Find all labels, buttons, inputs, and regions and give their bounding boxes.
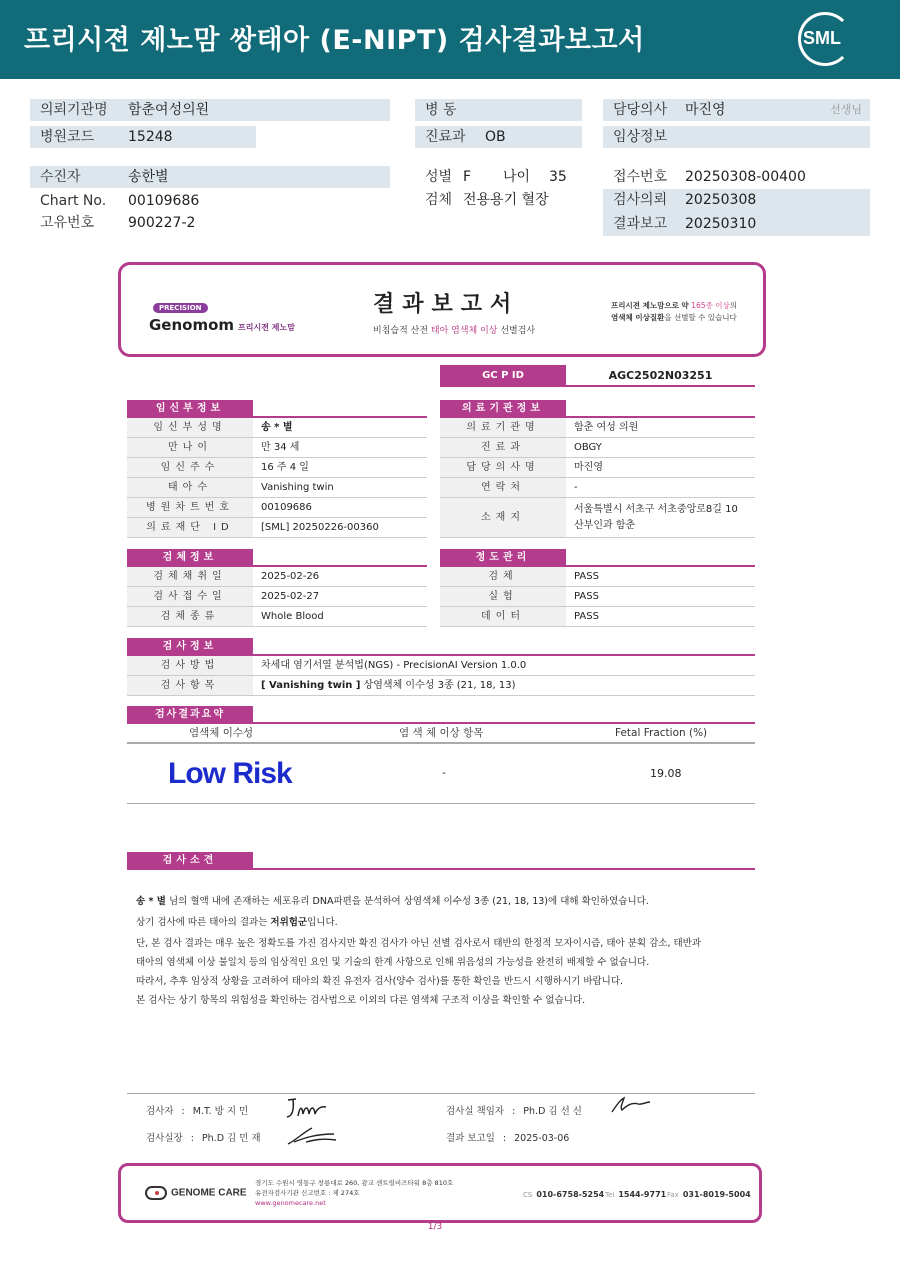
genomecare-mark-icon: [145, 1186, 167, 1200]
footer-cs: [523, 1190, 604, 1199]
report-note: [611, 300, 737, 324]
row-value: 마진영: [574, 462, 603, 473]
responsible-signature-icon: [610, 1096, 652, 1116]
field-hospital-code: [30, 126, 256, 148]
row-value: 2025-02-26: [261, 571, 320, 582]
row-value: 송 * 별: [261, 422, 293, 433]
row-value: 차세대 염기서열 분석법(NGS) - PrecisionAI Version 1.0.0: [261, 660, 527, 671]
footer-tel: [605, 1190, 666, 1199]
tester-signature-icon: [284, 1096, 330, 1122]
signature-report-date: 결과 보고일 : 2025-03-06: [446, 1133, 570, 1144]
field-chart-no: [30, 190, 390, 212]
row-value: 만 34 세: [261, 442, 300, 453]
row-key: 의료기관명: [440, 418, 566, 437]
field-label: 담당의사: [613, 102, 668, 118]
website-link[interactable]: www.genomecare.net: [255, 1199, 326, 1207]
row-value: -: [574, 482, 578, 493]
field-institution: [30, 99, 390, 121]
gcp-id-label: GC P ID: [440, 365, 566, 387]
subtitle-highlight: 태아 염색체 이상: [430, 326, 498, 336]
table-row-address: [440, 498, 755, 538]
section-opinion-heading: 검사소견: [127, 852, 253, 869]
field-clinical-info: [603, 126, 870, 148]
brand-name: Genomom: [149, 316, 235, 334]
field-department: [415, 126, 582, 148]
note-post: 의: [729, 301, 737, 310]
page-number: 1/3: [427, 1222, 443, 1232]
section-institution-heading: 의료기관정보: [440, 400, 566, 417]
opinion-p3-line2: 태아의 염색체 이상 불일치 등의 임상적인 요인 및 기술의 한계 사항으로 인해 위음성의 가능성을 완전히 배제할 수 없습니다.: [136, 957, 650, 968]
row-key: 연락처: [440, 478, 566, 497]
opinion-p2-pre: 상기 검사에 따른 태아의 결과는: [136, 917, 271, 928]
row-key: 진료과: [440, 438, 566, 457]
logo-text: SML: [803, 28, 841, 48]
address-line: 경기도 수원시 영통구 창룡대로 260, 광교 센트럴비즈타워 8층 810호: [255, 1179, 454, 1187]
opinion-text: [136, 892, 756, 1010]
row-key: 검체종류: [127, 607, 253, 626]
field-suffix: 선생님: [830, 103, 862, 116]
report-title: 결과보고서: [373, 292, 520, 317]
field-value: OB: [485, 129, 506, 145]
section-qc-heading: 정도관리: [440, 549, 566, 566]
address-value: [574, 502, 738, 534]
sml-logo: [798, 12, 852, 66]
report-header-frame: [118, 262, 766, 357]
row-key: 병원차트번호: [127, 498, 253, 517]
note-pre: 프리시젼 제노맘으로 약: [611, 301, 692, 310]
table-row: [440, 418, 755, 438]
signature-divider: [127, 1093, 755, 1094]
opinion-p1: 님의 혈액 내에 존재하는 세포유리 DNA파편을 분석하여 상염색체 이수성 3종 (21, 18, 13)에 대해 확인하였습니다.: [165, 896, 649, 907]
note-highlight: 165종 이상: [691, 301, 730, 310]
table-row: [440, 478, 755, 498]
gcp-id-value: AGC2502N03251: [608, 369, 713, 382]
report-subtitle: [373, 323, 535, 336]
row-key: 임신부성명: [127, 418, 253, 437]
request-date-label: 검사의뢰: [613, 192, 668, 208]
request-date-value: 20250308: [685, 192, 757, 208]
signature-responsible: 검사실 책임자 : Ph.D 김 선 신: [446, 1106, 582, 1117]
row-key: 데이터: [440, 607, 566, 626]
footer-frame: [118, 1163, 762, 1223]
summary-divider: [127, 803, 755, 804]
address-line1: 서울특별시 서초구 서초중앙로8길 10: [574, 504, 738, 515]
row-key: 실험: [440, 587, 566, 606]
summary-fetal-fraction-value: 19.08: [650, 767, 682, 780]
row-value: [261, 676, 515, 696]
row-key: 임신주수: [127, 458, 253, 477]
field-value: 20250308-00400: [685, 169, 806, 185]
opinion-p3-line1: 단, 본 검사 결과는 매우 높은 정확도를 가진 검사지만 확진 검사가 아닌 선별 검사로서 태반의 한정적 모자이시즘, 태아 분획 감소, 태반과: [136, 938, 702, 949]
field-label: 수진자: [40, 169, 81, 185]
row-key: 검체: [440, 567, 566, 586]
result-low-risk: Low Risk: [168, 757, 292, 790]
row-value: Whole Blood: [261, 611, 324, 622]
opinion-patient-name: 송 * 별: [136, 896, 166, 907]
table-row: [127, 656, 755, 676]
fax-label: Fax: [667, 1191, 679, 1199]
sig-label: 검사실 책임자: [446, 1106, 505, 1117]
opinion-p2-post: 입니다.: [307, 917, 338, 928]
row-value: [SML] 20250226-00360: [261, 522, 379, 533]
signature-director: 검사실장 : Ph.D 김 민 재: [146, 1133, 261, 1144]
row-value: PASS: [574, 591, 599, 602]
row-key: 의료재단 ID: [127, 518, 253, 537]
row-key: 검사접수일: [127, 587, 253, 606]
precision-badge: PRECISION: [153, 303, 208, 313]
genomom-logo: [149, 295, 295, 334]
section-pregnancy-heading: 임신부정보: [127, 400, 253, 417]
field-value: 함춘여성의원: [128, 102, 210, 118]
table-row: [440, 438, 755, 458]
field-label: 임상정보: [613, 129, 668, 145]
field-label: 접수번호: [613, 169, 668, 185]
tel-value: 1544-9771: [618, 1190, 667, 1199]
field-label: 검체: [425, 192, 453, 208]
row-key: 검사방법: [127, 656, 253, 675]
section-summary-heading: 검사결과요약: [127, 706, 253, 723]
field-value: 900227-2: [128, 215, 196, 231]
director-signature-icon: [286, 1124, 340, 1148]
table-row: [127, 607, 427, 627]
table-row: [440, 587, 755, 607]
page-title: 프리시젼 제노맘 쌍태아 (E-NIPT) 검사결과보고서: [24, 25, 645, 56]
row-value: Vanishing twin: [261, 482, 334, 493]
report-date-value: 20250310: [685, 216, 757, 232]
sig-value: Ph.D 김 민 재: [201, 1133, 261, 1144]
signature-tester: 검사자 : M.T. 방 지 민: [146, 1106, 249, 1117]
row-key: 담당의사명: [440, 458, 566, 477]
opinion-p5: 본 검사는 상기 항목의 위험성을 확인하는 검사법으로 이외의 다른 염색체 구조적 이상을 확인할 수 없습니다.: [136, 995, 586, 1006]
sig-label: 결과 보고일: [446, 1133, 495, 1144]
row-value: OBGY: [574, 442, 602, 453]
row-value: 00109686: [261, 502, 312, 513]
table-row: [127, 478, 427, 498]
row-value: PASS: [574, 611, 599, 622]
header-bar: [0, 0, 900, 79]
sex-value: F: [463, 169, 472, 185]
row-value: PASS: [574, 571, 599, 582]
table-row: [127, 458, 427, 478]
registration-line: 유전자검사기관 신고번호 : 제 274호: [255, 1189, 360, 1197]
table-row: [127, 418, 427, 438]
summary-col-fetal-fraction: Fetal Fraction (%): [615, 727, 708, 739]
table-row: [440, 567, 755, 587]
table-row: [127, 498, 427, 518]
field-value: 15248: [128, 129, 173, 145]
field-label: 고유번호: [40, 215, 95, 231]
field-patient: [30, 166, 390, 188]
fax-value: 031-8019-5004: [682, 1190, 751, 1199]
age-label: 나이: [503, 169, 531, 185]
row-key: 만나이: [127, 438, 253, 457]
field-value: 마진영: [685, 102, 726, 118]
field-value: 송한별: [128, 169, 169, 185]
field-label: 병원코드: [40, 129, 95, 145]
sig-value: Ph.D 김 선 신: [523, 1106, 582, 1117]
row-value: 함춘 여성 의원: [574, 422, 639, 433]
table-row: [440, 607, 755, 627]
sig-label: 검사자: [146, 1106, 174, 1117]
cs-value: 010-6758-5254: [536, 1190, 605, 1199]
section-divider: [127, 868, 755, 870]
field-doctor: [603, 99, 870, 121]
field-label: 진료과: [425, 129, 466, 145]
field-dates: [603, 189, 870, 236]
summary-col-aneuploidy: 염색체 이수성: [189, 727, 254, 739]
field-value: 00109686: [128, 193, 200, 209]
footer-fax: [667, 1190, 751, 1199]
field-value: 전용용기 혈장: [463, 192, 549, 208]
gcp-id-row: [440, 365, 755, 387]
row-key: 검체채취일: [127, 567, 253, 586]
summary-header-row: [127, 722, 755, 744]
subtitle-pre: 비침습적 산전: [373, 326, 431, 336]
section-test-heading: 검사정보: [127, 638, 253, 655]
cs-label: CS: [523, 1191, 533, 1199]
age-value: 35: [549, 169, 567, 185]
sig-label: 검사실장: [146, 1133, 183, 1144]
footer-address: [255, 1178, 453, 1208]
subtitle-post: 선별검사: [497, 326, 536, 336]
address-line2: 산부인과 함춘: [574, 520, 636, 531]
field-receipt-no: [603, 166, 870, 188]
summary-col-abnormal: 염 색 체 이상 항목: [399, 727, 484, 739]
field-label: Chart No.: [40, 193, 107, 209]
report-date-label: 결과보고: [613, 216, 668, 232]
section-specimen-heading: 검체정보: [127, 549, 253, 566]
field-label: 의뢰기관명: [40, 102, 108, 118]
field-label: 병 동: [425, 102, 457, 118]
field-unique-no: [30, 212, 390, 234]
table-row: [127, 676, 755, 696]
opinion-p2-bold: 저위험군: [270, 917, 308, 928]
row-key: 소재지: [440, 498, 566, 537]
brand-sub: 프리시젼 제노맘: [238, 323, 295, 332]
genomecare-logo: [145, 1186, 247, 1200]
opinion-p4: 따라서, 추후 임상적 상황을 고려하여 태아의 확진 유전자 검사(양수 검사)를 통한 확인을 반드시 시행하시기 바랍니다.: [136, 976, 624, 987]
field-sex-age: [415, 166, 585, 188]
table-row: [127, 587, 427, 607]
row-key: 검사항목: [127, 676, 253, 695]
row-key: 태아수: [127, 478, 253, 497]
note2-post: 을 선별할 수 있습니다: [664, 313, 737, 322]
sig-value: M.T. 방 지 민: [192, 1106, 249, 1117]
summary-abnormal-value: -: [442, 766, 446, 779]
note2-pre: 염색체 이상질환: [611, 313, 665, 322]
company-name: GENOME CARE: [171, 1187, 247, 1199]
row-value: 16 주 4 일: [261, 462, 309, 473]
field-specimen: [415, 189, 585, 211]
sex-label: 성별: [425, 169, 453, 185]
test-items-rest: 상염색체 이수성 3종 (21, 18, 13): [360, 680, 516, 691]
field-ward: [415, 99, 582, 121]
table-row: [127, 567, 427, 587]
sig-value: 2025-03-06: [514, 1133, 570, 1144]
table-row: [440, 458, 755, 478]
test-items-bold: [ Vanishing twin ]: [261, 680, 361, 691]
table-row: [127, 518, 427, 538]
tel-label: Tel: [605, 1191, 615, 1199]
table-row: [127, 438, 427, 458]
row-value: 2025-02-27: [261, 591, 320, 602]
